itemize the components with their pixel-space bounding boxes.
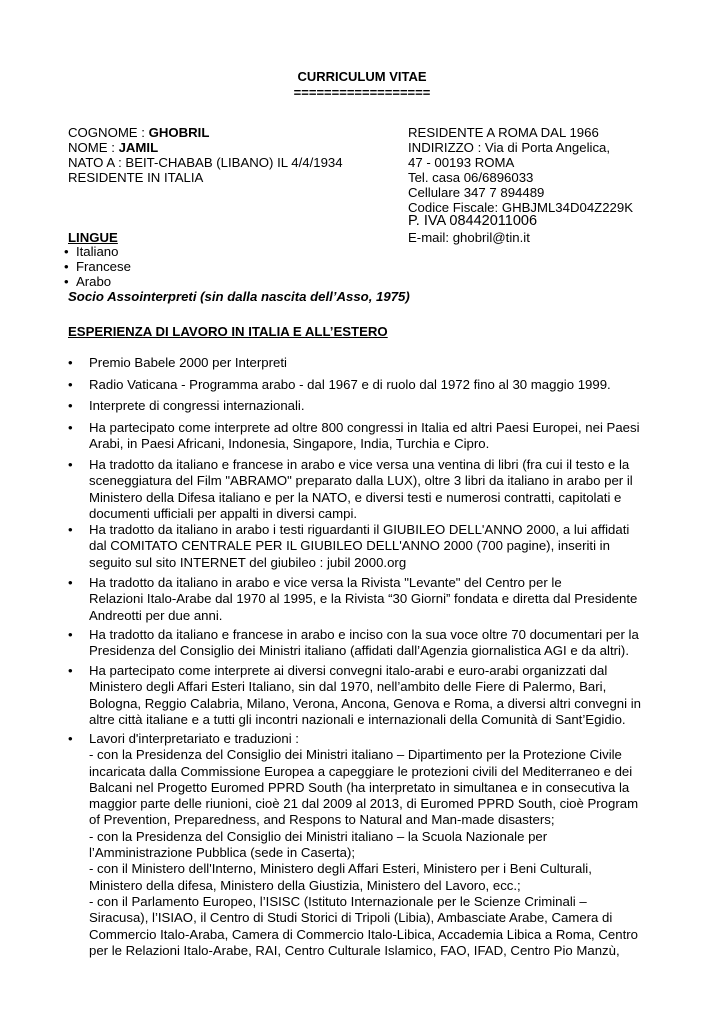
experience-line: Lavori d'interpretariato e traduzioni : bbox=[89, 731, 299, 746]
experience-text bbox=[89, 627, 657, 660]
language-label: Italiano bbox=[75, 244, 119, 259]
experience-text bbox=[89, 355, 657, 371]
bullet-icon: • bbox=[68, 575, 73, 590]
language-label: Arabo bbox=[75, 274, 112, 289]
name-value: JAMIL bbox=[118, 140, 159, 155]
bullet-icon: • bbox=[68, 627, 73, 642]
experience-text bbox=[89, 731, 657, 959]
experience-line: of Prevention, Preparedness, and Respons to Natural and Man-made disasters; bbox=[89, 812, 555, 828]
bullet-icon: • bbox=[64, 244, 69, 259]
language-label: Francese bbox=[75, 259, 131, 274]
experience-text bbox=[89, 457, 657, 522]
experience-line: Ha partecipato come interprete ad oltre 800 congressi in Italia ed altri Paesi Europei, nei Paesi bbox=[89, 420, 640, 435]
birth-line: NATO A : BEIT-CHABAB (LIBANO) IL 4/4/1934 bbox=[68, 155, 343, 170]
experience-line: Ministero degli Affari Esteri Italiano, sin dal 1970, nell’ambito delle Fiere di Palermo, Bari, bbox=[89, 679, 607, 695]
experience-line: - con la Presidenza del Consiglio dei Ministri italiano – la Scuola Nazionale per bbox=[89, 828, 548, 844]
experience-line: Bologna, Reggio Calabria, Milano, Verona, Ancona, Genova e Roma, a diversi altri convegni in bbox=[89, 695, 641, 711]
bullet-icon: • bbox=[68, 457, 73, 472]
experience-line: Commercio Italo-Araba, Camera di Commercio Italo-Libica, Accademia Libica a Roma, Centro bbox=[89, 926, 638, 942]
experience-line: Arabi, in Paesi Africani, Indonesia, Singapore, India, Turchia e Cipro. bbox=[89, 436, 490, 452]
languages-heading: LINGUE bbox=[68, 230, 118, 245]
bullet-icon: • bbox=[68, 377, 73, 392]
experience-text bbox=[89, 663, 657, 728]
experience-line: - con il Parlamento Europeo, l’ISISC (Istituto Internazionale per le Scienze Criminali – bbox=[89, 893, 587, 909]
bullet-icon: • bbox=[64, 274, 69, 289]
experience-line: altre città italiane e a tutti gli incontri nazionali e internazionali della Comunità di Sant’Egidio. bbox=[89, 711, 626, 727]
experience-line: documenti ufficiali per appalti in diversi campi. bbox=[89, 505, 358, 521]
bullet-icon: • bbox=[68, 522, 73, 537]
experience-line: Premio Babele 2000 per Interpreti bbox=[89, 355, 287, 370]
experience-heading: ESPERIENZA DI LAVORO IN ITALIA E ALL’ESTERO bbox=[68, 324, 388, 339]
experience-line: Relazioni Italo-Arabe dal 1970 al 1995, e la Rivista “30 Giorni” fondata e diretta dal Presidente bbox=[89, 591, 638, 607]
experience-line: dal COMITATO CENTRALE PER IL GIUBILEO DELL'ANNO 2000 (700 pagine), inseriti in bbox=[89, 538, 610, 554]
experience-line: Ha tradotto da italiano in arabo e vice versa la Rivista "Levante" del Centro per le bbox=[89, 575, 562, 590]
experience-line: Andreotti per due anni. bbox=[89, 607, 223, 623]
experience-text bbox=[89, 420, 657, 453]
experience-line: Ministero della Difesa italiano e per la NATO, e diversi testi e numerosi contratti, capitolati e bbox=[89, 489, 622, 505]
cv-title: CURRICULUM VITAE bbox=[297, 69, 427, 84]
experience-line: Ministero della difesa, Ministero della Giustizia, Ministero del Lavoro, ecc.; bbox=[89, 877, 521, 893]
experience-line: Ha partecipato come interprete ai diversi convegni italo-arabi e euro-arabi organizzati dal bbox=[89, 663, 608, 678]
experience-line: Ha tradotto da italiano e francese in arabo e inciso con la sua voce oltre 70 documentari per la bbox=[89, 627, 639, 642]
bullet-icon: • bbox=[68, 355, 73, 370]
address-line: INDIRIZZO : Via di Porta Angelica, bbox=[408, 140, 611, 155]
experience-line: seguito sul sito INTERNET del giubileo : jubil 2000.org bbox=[89, 554, 407, 570]
experience-line: Radio Vaticana - Programma arabo - dal 1967 e di ruolo dal 1972 fino al 30 maggio 1999. bbox=[89, 377, 611, 392]
bullet-icon: • bbox=[68, 398, 73, 413]
experience-line: Presidenza del Consiglio dei Ministri italiano (affidati dall’Agenzia giornalistica AGI e da altri). bbox=[89, 643, 629, 659]
experience-line: Ha tradotto da italiano in arabo i testi riguardanti il GIUBILEO DELL'ANNO 2000, a lui affidati bbox=[89, 522, 630, 537]
email: E-mail: ghobril@tin.it bbox=[408, 230, 530, 245]
experience-text bbox=[89, 377, 657, 393]
experience-text bbox=[89, 522, 657, 571]
experience-text bbox=[89, 575, 657, 624]
language-item bbox=[64, 259, 131, 274]
experience-line: Ha tradotto da italiano e francese in arabo e vice versa una ventina di libri (fra cui il testo e la bbox=[89, 457, 630, 472]
resident-since: RESIDENTE A ROMA DAL 1966 bbox=[408, 125, 599, 140]
bullet-icon: • bbox=[68, 420, 73, 435]
name-label: NOME : bbox=[68, 140, 119, 155]
bullet-icon: • bbox=[68, 731, 73, 746]
residence-country-line: RESIDENTE IN ITALIA bbox=[68, 170, 204, 185]
cv-title-rule: ================== bbox=[293, 85, 431, 100]
language-item bbox=[64, 244, 118, 259]
bullet-icon: • bbox=[68, 663, 73, 678]
experience-line: per le Relazioni Italo-Arabe, RAI, Centro Culturale Islamico, FAO, IFAD, Centro Pio Manzù, bbox=[89, 942, 620, 958]
mobile-phone: Cellulare 347 7 894489 bbox=[408, 185, 545, 200]
tax-code: Codice Fiscale: GHBJML34D04Z229K bbox=[408, 200, 634, 215]
experience-line: - con il Ministero dell'Interno, Ministero degli Affari Esteri, Ministero per i Beni Culturali, bbox=[89, 861, 592, 877]
experience-line: Interprete di congressi internazionali. bbox=[89, 398, 305, 413]
address-line-2: 47 - 00193 ROMA bbox=[408, 155, 515, 170]
bullet-icon: • bbox=[64, 259, 69, 274]
surname-line bbox=[68, 125, 209, 140]
surname-value: GHOBRIL bbox=[148, 125, 210, 140]
language-item bbox=[64, 274, 111, 289]
home-phone: Tel. casa 06/6896033 bbox=[408, 170, 534, 185]
experience-line: Balcani nel Progetto Euromed PPRD South (ha interpretato in simultanea e in consecutiva la bbox=[89, 779, 630, 795]
experience-line: maggior parte delle riunioni, cioè 21 dal 2009 al 2013, di Euromed PPRD South, cioè Program bbox=[89, 796, 639, 812]
vat-number: P. IVA 08442011006 bbox=[408, 213, 538, 229]
name-line bbox=[68, 140, 158, 155]
surname-label: COGNOME : bbox=[68, 125, 149, 140]
experience-line: l’Amministrazione Pubblica (sede in Caserta); bbox=[89, 845, 356, 861]
experience-text bbox=[89, 398, 657, 414]
experience-line: Siracusa), l’ISIAO, il Centro di Studi Storici di Tripoli (Libia), Ambasciate Arabe, Camera di bbox=[89, 910, 613, 926]
experience-line: incaricata dalla Commissione Europea a capeggiare le protezioni civili del Mediterraneo e dei bbox=[89, 763, 633, 779]
experience-line: - con la Presidenza del Consiglio dei Ministri italiano – Dipartimento per la Protezione Civile bbox=[89, 747, 622, 763]
membership-note: Socio Assointerpreti (sin dalla nascita dell’Asso, 1975) bbox=[68, 289, 410, 304]
experience-line: sceneggiatura del Film "ABRAMO" preparato dalla LUX), oltre 3 libri da italiano in arabo per il bbox=[89, 473, 633, 489]
